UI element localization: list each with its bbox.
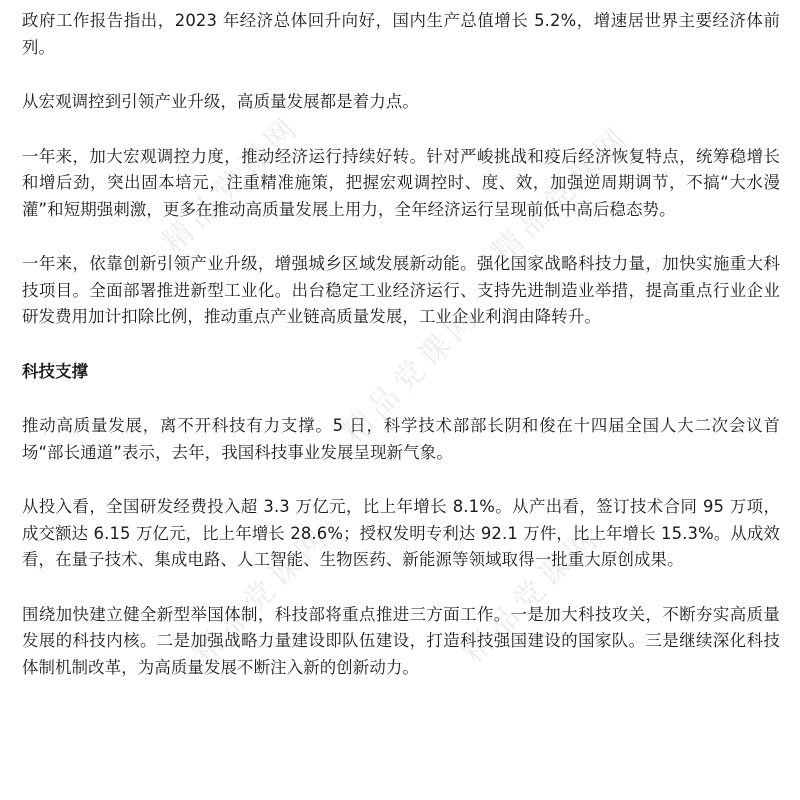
paragraph-tech-support: 推动高质量发展，离不开科技有力支撑。5 日，科学技术部部长阴和俊在十四届全国人大二次会议首场“部长通道”表示，去年，我国科技事业发展呈现新气象。 (22, 416, 780, 462)
paragraph-gdp-growth: 政府工作报告指出，2023 年经济总体回升向好，国内生产总值增长 5.2%，增速居世界主要经济体前列。 (22, 11, 780, 57)
watermark: 精品党课网 (485, 118, 638, 271)
section-heading: 科技支撑 (22, 361, 89, 381)
watermark: 精品党课网 (185, 518, 338, 671)
watermark: 精品党课网 (455, 518, 608, 671)
paragraph-tech-stats: 从投入看，全国研发经费投入超 3.3 万亿元，比上年增长 8.1%。从产出看，签订技术合同 95 万项，成交额达 6.15 万亿元，比上年增长 28.6%；授权发明专利达 92.1 万件，比上年增长 15.3%。从成效看，在量子技术、集成电路、人工智能、生物医药、新能源等领域取得一批重大原创成果。 (22, 497, 780, 569)
paragraph-macro-control: 一年来，加大宏观调控力度，推动经济运行持续好转。针对严峻挑战和疫后经济恢复特点，统筹稳增长和增后劲，突出固本培元，注重精准施策，把握宏观调控时、度、效，加强逆周期调节，不搞“大水漫灌”和短期强刺激，更多在推动高质量发展上用力，全年经济运行呈现前低中高后稳态势。 (22, 146, 780, 219)
paragraph-innovation: 一年来，依靠创新引领产业升级，增强城乡区域发展新动能。强化国家战略科技力量，加快实施重大科技项目。全面部署推进新型工业化。出台稳定工业经济运行、支持先进制造业举措，提高重点行业企业研发费用加计扣除比例，推动重点产业链高质量发展，工业企业利润由降转升。 (22, 254, 780, 326)
article-body (22, 8, 780, 709)
watermark: 精品党课网 (335, 298, 488, 451)
watermark: 精品党课网 (155, 108, 308, 261)
paragraph-focus: 从宏观调控到引领产业升级，高质量发展都是着力点。 (22, 92, 419, 111)
paragraph-tech-plans: 围绕加快建立健全新型举国体制，科技部将重点推进三方面工作。一是加大科技攻关，不断夯实高质量发展的科技内核。二是加强战略力量建设即队伍建设，打造科技强国建设的国家队。三是继续深化科技体制机制改革，为高质量发展不断注入新的创新动力。 (22, 604, 780, 677)
